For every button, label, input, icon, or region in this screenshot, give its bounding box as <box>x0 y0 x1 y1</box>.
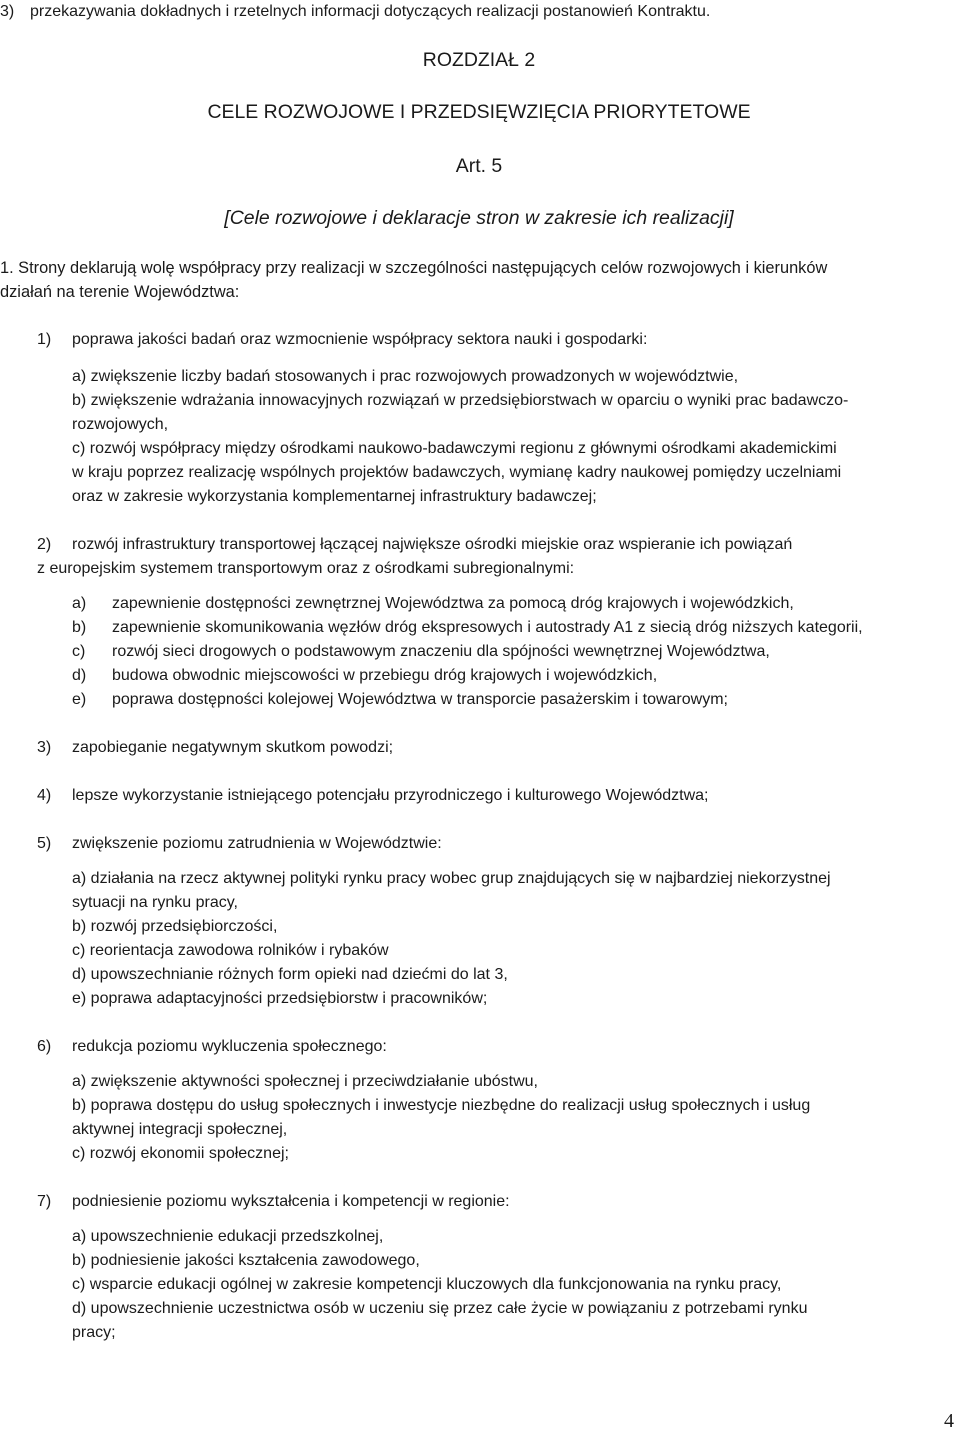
goal-5-item-a-cont: sytuacji na rynku pracy, <box>72 894 238 911</box>
goal-7-item-a: a) upowszechnienie edukacji przedszkolnej, <box>72 1228 384 1245</box>
goal-7-number: 7) <box>37 1193 52 1210</box>
intro-number: 3) <box>0 3 15 20</box>
goal-1-item-c: c) rozwój współpracy między ośrodkami naukowo-badawczymi regionu z głównymi ośrodkami akademickimi <box>72 440 837 457</box>
goal-2-text: rozwój infrastruktury transportowej łączącej największe ośrodki miejskie oraz wspieranie ich powiązań <box>72 536 793 553</box>
goal-2-number: 2) <box>37 536 52 553</box>
goal-6-item-a: a) zwiększenie aktywności społecznej i przeciwdziałanie ubóstwu, <box>72 1073 538 1090</box>
article-title: [Cele rozwojowe i deklaracje stron w zakresie ich realizacji] <box>224 207 734 229</box>
goal-6-item-b: b) poprawa dostępu do usług społecznych i inwestycje niezbędne do realizacji usług społecznych i usług <box>72 1097 811 1114</box>
goal-1-item-b: b) zwiększenie wdrażania innowacyjnych rozwiązań w przedsiębiorstwach w oparciu o wyniki prac badawczo- <box>72 392 849 409</box>
goal-7-item-c: c) wsparcie edukacji ogólnej w zakresie kompetencji kluczowych dla funkcjonowania na rynku pracy, <box>72 1276 782 1293</box>
goal-2-item-a-label: a) <box>72 595 87 612</box>
chapter-heading: ROZDZIAŁ 2 <box>422 49 536 71</box>
goal-6-item-c: c) rozwój ekonomii społecznej; <box>72 1145 289 1162</box>
goal-2-text-cont: z europejskim systemem transportowym oraz z ośrodkami subregionalnymi: <box>37 560 575 577</box>
goal-1-item-c-cont: oraz w zakresie wykorzystania komplementarnej infrastruktury badawczej; <box>72 488 597 505</box>
paragraph-1-line: działań na terenie Województwa: <box>0 283 240 301</box>
goal-5-number: 5) <box>37 835 52 852</box>
goal-3-number: 3) <box>37 739 52 756</box>
goal-3-text: zapobieganie negatywnym skutkom powodzi; <box>72 739 394 756</box>
goal-6-number: 6) <box>37 1038 52 1055</box>
goal-2-item-b-label: b) <box>72 619 87 636</box>
goal-5-item-c: c) reorientacja zawodowa rolników i rybaków <box>72 942 389 959</box>
goal-6-item-b-cont: aktywnej integracji społecznej, <box>72 1121 288 1138</box>
goal-5-item-d: d) upowszechnianie różnych form opieki nad dziećmi do lat 3, <box>72 966 508 983</box>
goal-1-text: poprawa jakości badań oraz wzmocnienie współpracy sektora nauki i gospodarki: <box>72 331 648 348</box>
goal-1-item-a: a) zwiększenie liczby badań stosowanych i prac rozwojowych prowadzonych w województwie, <box>72 368 739 385</box>
page-number: 4 <box>944 1410 954 1432</box>
goal-7-item-d: d) upowszechnienie uczestnictwa osób w uczeniu się przez całe życie w powiązaniu z potrzebami rynku <box>72 1300 808 1317</box>
paragraph-1-line: 1. Strony deklarują wolę współpracy przy realizacji w szczególności następujących celów rozwojowych i kierunków <box>0 259 828 277</box>
goal-2-item-c: rozwój sieci drogowych o podstawowym znaczeniu dla spójności wewnętrznej Województwa, <box>112 643 770 660</box>
goal-5-item-e: e) poprawa adaptacyjności przedsiębiorstw i pracowników; <box>72 990 488 1007</box>
goal-1-item-b-cont: rozwojowych, <box>72 416 169 433</box>
goal-7-item-d-cont: pracy; <box>72 1324 116 1341</box>
goal-4-number: 4) <box>37 787 52 804</box>
goal-1-number: 1) <box>37 331 52 348</box>
intro-item <box>0 1 711 23</box>
goal-2-item-b: zapewnienie skomunikowania węzłów dróg ekspresowych i autostrady A1 z siecią dróg niższych kategorii, <box>112 619 863 636</box>
goal-6-text: redukcja poziomu wykluczenia społecznego: <box>72 1038 387 1055</box>
goal-5-item-b: b) rozwój przedsiębiorczości, <box>72 918 278 935</box>
goal-2-item-a: zapewnienie dostępności zewnętrznej Województwa za pomocą dróg krajowych i wojewódzkich, <box>112 595 794 612</box>
goal-1-item-c-cont: w kraju poprzez realizację wspólnych projektów badawczych, wymianę kadry naukowej pomiędzy uczelniami <box>72 464 842 481</box>
intro-text: przekazywania dokładnych i rzetelnych informacji dotyczących realizacji postanowień Kontraktu. <box>30 3 711 20</box>
goal-5-item-a: a) działania na rzecz aktywnej polityki rynku pracy wobec grup znajdujących się w najbardziej niekorzystnej <box>72 870 831 887</box>
goal-7-item-b: b) podniesienie jakości kształcenia zawodowego, <box>72 1252 420 1269</box>
goal-4-text: lepsze wykorzystanie istniejącego potencjału przyrodniczego i kulturowego Województwa; <box>72 787 709 804</box>
goal-2-item-e: poprawa dostępności kolejowej Województwa w transporcie pasażerskim i towarowym; <box>112 691 728 708</box>
chapter-title: CELE ROZWOJOWE I PRZEDSIĘWZIĘCIA PRIORYTETOWE <box>207 101 751 123</box>
goal-7-text: podniesienie poziomu wykształcenia i kompetencji w regionie: <box>72 1193 510 1210</box>
goal-2-item-d-label: d) <box>72 667 87 684</box>
goal-5-text: zwiększenie poziomu zatrudnienia w Województwie: <box>72 835 442 852</box>
article-heading: Art. 5 <box>455 155 503 177</box>
goal-2-item-c-label: c) <box>72 643 86 660</box>
goal-2-item-e-label: e) <box>72 691 87 708</box>
goal-2-item-d: budowa obwodnic miejscowości w przebiegu dróg krajowych i wojewódzkich, <box>112 667 658 684</box>
